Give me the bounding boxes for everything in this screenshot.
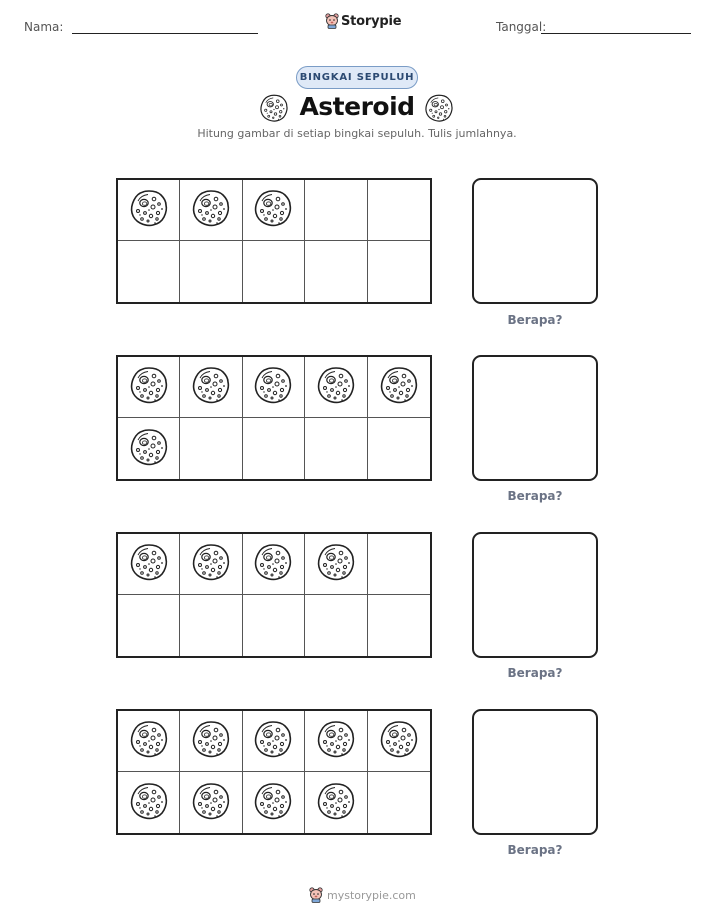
frame-cell (368, 241, 430, 302)
frame-cell (305, 180, 367, 241)
date-label: Tanggal: (496, 20, 547, 34)
frame-cell (368, 534, 430, 595)
frame-cell (305, 534, 367, 595)
ten-frame-4 (116, 709, 432, 835)
answer-label-4: Berapa? (507, 843, 563, 857)
asteroid-icon (253, 365, 293, 409)
asteroid-icon (129, 719, 169, 763)
frame-cell (118, 595, 180, 656)
asteroid-icon (379, 365, 419, 409)
instructions: Hitung gambar di setiap bingkai sepuluh. Tulis jumlahnya. (197, 127, 517, 140)
frame-cell (243, 241, 305, 302)
frame-cell (368, 180, 430, 241)
asteroid-icon (379, 719, 419, 763)
frame-cell (180, 180, 242, 241)
answer-box-4[interactable] (472, 709, 598, 835)
frame-cell (368, 772, 430, 833)
mascot-icon (309, 887, 323, 903)
answer-label-2: Berapa? (507, 489, 563, 503)
asteroid-icon (191, 719, 231, 763)
frame-cell (243, 418, 305, 479)
answer-box-2[interactable] (472, 355, 598, 481)
frame-cell (118, 241, 180, 302)
frame-cell (305, 241, 367, 302)
frame-cell (305, 418, 367, 479)
asteroid-icon (424, 93, 454, 127)
asteroid-icon (253, 719, 293, 763)
ten-frame-1 (116, 178, 432, 304)
frame-cell (368, 595, 430, 656)
frame-cell (118, 534, 180, 595)
frame-cell (243, 534, 305, 595)
frame-cell (368, 418, 430, 479)
frame-cell (368, 357, 430, 418)
asteroid-icon (253, 781, 293, 825)
asteroid-icon (129, 427, 169, 471)
asteroid-icon (191, 781, 231, 825)
asteroid-icon (316, 542, 356, 586)
asteroid-icon (191, 365, 231, 409)
brand-name: Storypie (341, 13, 402, 29)
frame-cell (305, 772, 367, 833)
storypie-logo (325, 13, 401, 29)
asteroid-icon (316, 781, 356, 825)
answer-box-3[interactable] (472, 532, 598, 658)
answer-label-1: Berapa? (507, 313, 563, 327)
asteroid-icon (129, 781, 169, 825)
asteroid-icon (129, 542, 169, 586)
frame-cell (180, 357, 242, 418)
answer-label-3: Berapa? (507, 666, 563, 680)
frame-cell (368, 711, 430, 772)
ten-frame-2 (116, 355, 432, 481)
frame-cell (243, 180, 305, 241)
frame-cell (243, 772, 305, 833)
frame-cell (118, 711, 180, 772)
asteroid-icon (253, 542, 293, 586)
asteroid-icon (129, 365, 169, 409)
footer-url: mystorypie.com (327, 888, 416, 902)
ten-frame-3 (116, 532, 432, 658)
asteroid-icon (316, 365, 356, 409)
frame-cell (118, 772, 180, 833)
frame-cell (180, 241, 242, 302)
mascot-icon (325, 13, 339, 29)
asteroid-icon (129, 188, 169, 232)
answer-box-1[interactable] (472, 178, 598, 304)
frame-cell (180, 418, 242, 479)
footer (309, 887, 416, 903)
frame-cell (243, 357, 305, 418)
name-line[interactable] (72, 33, 258, 34)
frame-cell (305, 595, 367, 656)
frame-cell (243, 595, 305, 656)
category-badge: BINGKAI SEPULUH (296, 66, 418, 89)
frame-cell (180, 534, 242, 595)
frame-cell (118, 357, 180, 418)
frame-cell (305, 357, 367, 418)
asteroid-icon (253, 188, 293, 232)
frame-cell (180, 595, 242, 656)
asteroid-icon (191, 188, 231, 232)
frame-cell (118, 180, 180, 241)
asteroid-icon (316, 719, 356, 763)
frame-cell (243, 711, 305, 772)
page-title: Asteroid (299, 92, 415, 121)
date-line[interactable] (541, 33, 691, 34)
frame-cell (180, 772, 242, 833)
frame-cell (118, 418, 180, 479)
name-label: Nama: (24, 20, 64, 34)
frame-cell (180, 711, 242, 772)
frame-cell (305, 711, 367, 772)
asteroid-icon (191, 542, 231, 586)
